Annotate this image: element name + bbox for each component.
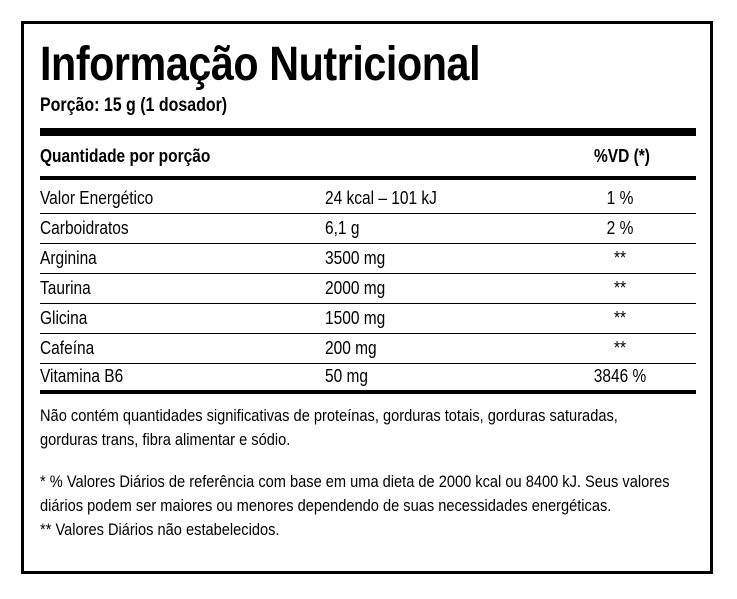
table-header bbox=[40, 140, 696, 174]
nutrient-amount: 2000 mg bbox=[325, 278, 386, 298]
table-row bbox=[40, 304, 696, 334]
footnote-line: * % Valores Diários de referência com base em uma dieta de 2000 kcal ou 8400 kJ. Seus valores bbox=[40, 472, 670, 491]
nutrient-daily-value: 3846 % bbox=[593, 366, 647, 386]
nutrient-name: Vitamina B6 bbox=[40, 366, 124, 386]
daily-value-footnotes bbox=[40, 470, 670, 542]
nutrient-name: Valor Energético bbox=[40, 188, 154, 208]
note-line: Não contém quantidades significativas de proteínas, gorduras totais, gorduras saturadas, bbox=[40, 406, 618, 425]
table-row bbox=[40, 334, 696, 364]
nutrient-name: Taurina bbox=[40, 278, 91, 298]
nutrient-name: Carboidratos bbox=[40, 218, 129, 238]
note-line: gorduras trans, fibra alimentar e sódio. bbox=[40, 430, 291, 449]
title-divider bbox=[40, 128, 696, 136]
nutrient-daily-value: ** bbox=[613, 308, 627, 328]
nutrient-daily-value: 2 % bbox=[606, 218, 634, 238]
table-row bbox=[40, 184, 696, 214]
nutrient-daily-value: ** bbox=[613, 248, 627, 268]
nutrient-daily-value: ** bbox=[613, 338, 627, 358]
label-title: Informação Nutricional bbox=[40, 38, 481, 91]
nutrient-amount: 6,1 g bbox=[325, 218, 360, 238]
serving-size: Porção: 15 g (1 dosador) bbox=[40, 95, 228, 116]
nutrient-name: Cafeína bbox=[40, 338, 95, 358]
header-divider bbox=[40, 176, 696, 180]
footnote-line: ** Valores Diários não estabelecidos. bbox=[40, 520, 280, 539]
nutrient-amount: 1500 mg bbox=[325, 308, 386, 328]
table-row bbox=[40, 362, 696, 392]
table-bottom-divider bbox=[40, 390, 696, 394]
table-row bbox=[40, 244, 696, 274]
nutrient-amount: 50 mg bbox=[325, 366, 369, 386]
footnote-line: diários podem ser maiores ou menores dependendo de suas necessidades energéticas. bbox=[40, 496, 612, 515]
nutrient-daily-value: ** bbox=[613, 278, 627, 298]
header-daily-value: %VD (*) bbox=[594, 146, 650, 166]
header-quantity: Quantidade por porção bbox=[40, 146, 211, 166]
nutrient-daily-value: 1 % bbox=[606, 188, 634, 208]
table-row bbox=[40, 214, 696, 244]
nutrient-amount: 3500 mg bbox=[325, 248, 386, 268]
nutrient-amount: 200 mg bbox=[325, 338, 377, 358]
table-row bbox=[40, 274, 696, 304]
nutrient-name: Glicina bbox=[40, 308, 88, 328]
nutrient-amount: 24 kcal – 101 kJ bbox=[325, 188, 437, 208]
nutrient-name: Arginina bbox=[40, 248, 97, 268]
insignificant-nutrients-note bbox=[40, 404, 633, 452]
